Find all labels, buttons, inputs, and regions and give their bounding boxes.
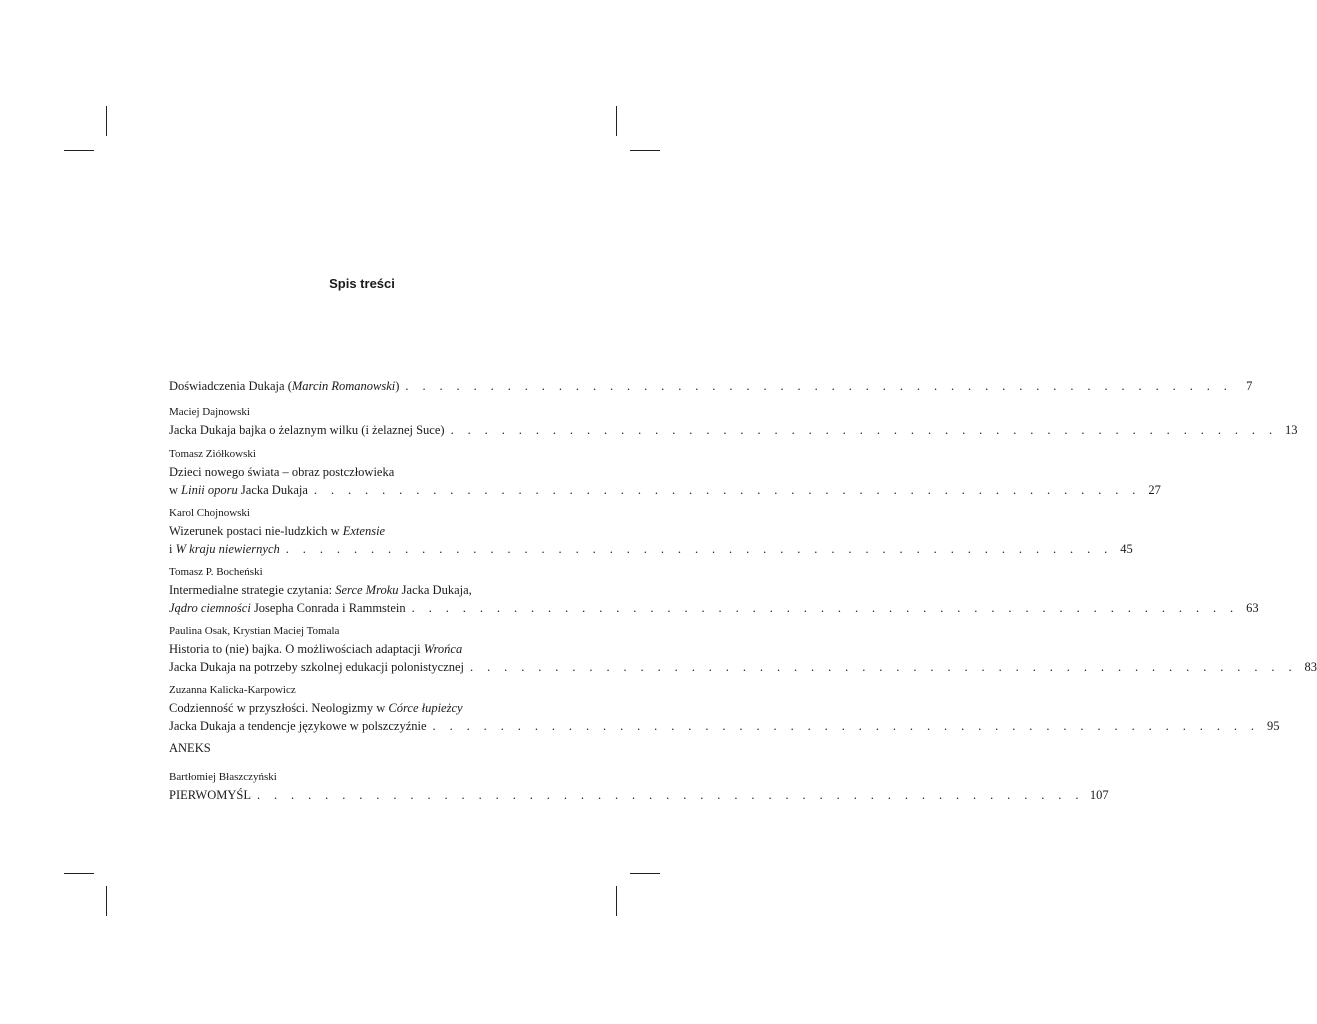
toc-entry-title: i W kraju niewiernych . . . . . . . . . . . . . . . . . . . . . . . . . . . . . . . . . . . . . . . . . . . . . . . . . 45	[169, 542, 1133, 556]
toc-entry-title-line: Intermedialne strategie czytania: Serce Mroku Jacka Dukaja,	[169, 583, 472, 597]
entry-author: Tomasz Ziółkowski	[169, 448, 256, 460]
toc-entry	[169, 405, 1298, 439]
crop-mark	[630, 150, 660, 151]
leader-dots: . . . . . . . . . . . . . . . . . . . . . . . . . . . . . . . . . . . . . . . . . . . . . . . . .	[256, 788, 1084, 802]
entry-author: Karol Chojnowski	[169, 507, 250, 519]
entry-author: Maciej Dajnowski	[169, 406, 250, 418]
leader-dots: . . . . . . . . . . . . . . . . . . . . . . . . . . . . . . . . . . . . . . . . . . . . . . . . .	[285, 542, 1113, 556]
toc-entry	[169, 683, 1280, 735]
toc-entry	[169, 565, 1259, 617]
toc-entry-title-line: Historia to (nie) bajka. O możliwościach adaptacji Wrońca	[169, 642, 463, 656]
page-number: 13	[1285, 423, 1298, 437]
crop-mark	[106, 106, 107, 136]
page-number: 27	[1148, 483, 1161, 497]
crop-mark	[616, 106, 617, 136]
page-number: 83	[1304, 660, 1317, 674]
leader-dots: . . . . . . . . . . . . . . . . . . . . . . . . . . . . . . . . . . . . . . . . . . . . . . . . .	[405, 379, 1233, 393]
entry-author: Tomasz P. Bocheński	[169, 566, 263, 578]
entry-author: Bartłomiej Błaszczyński	[169, 771, 277, 783]
crop-mark	[616, 886, 617, 916]
toc-entry-title-line: Codzienność w przyszłości. Neologizmy w Córce łupieżcy	[169, 701, 463, 715]
toc-entry-title: Doświadczenia Dukaja (Marcin Romanowski) . . . . . . . . . . . . . . . . . . . . . . . . . . . . . . . . . . . . . . . . . . . . . . . . . 7	[169, 379, 1253, 393]
crop-mark	[106, 886, 107, 916]
toc-entry	[169, 447, 1161, 499]
toc-entry-title: PIERWOMYŚL . . . . . . . . . . . . . . . . . . . . . . . . . . . . . . . . . . . . . . . . . . . . . . . . . 107	[169, 788, 1109, 802]
toc-entry-title: Jacka Dukaja na potrzeby szkolnej edukacji polonistycznej . . . . . . . . . . . . . . . . . . . . . . . . . . . . . . . . . . . . . . . . . . . . . . . . . 83	[169, 660, 1317, 674]
leader-dots: . . . . . . . . . . . . . . . . . . . . . . . . . . . . . . . . . . . . . . . . . . . . . . . . .	[470, 660, 1297, 674]
page-number: 95	[1266, 719, 1280, 733]
page-title: Spis treści	[329, 276, 395, 291]
toc-entry-title: Jądro ciemności Josepha Conrada i Rammstein . . . . . . . . . . . . . . . . . . . . . . . . . . . . . . . . . . . . . . . . . . . . . . . . . 63	[169, 601, 1259, 615]
crop-mark	[64, 873, 94, 874]
page-number: 7	[1246, 379, 1253, 393]
leader-dots: . . . . . . . . . . . . . . . . . . . . . . . . . . . . . . . . . . . . . . . . . . . . . . . . .	[313, 483, 1141, 497]
entry-author: Paulina Osak, Krystian Maciej Tomala	[169, 625, 340, 637]
leader-dots: . . . . . . . . . . . . . . . . . . . . . . . . . . . . . . . . . . . . . . . . . . . . . . . . .	[411, 601, 1239, 615]
entry-author: Zuzanna Kalicka-Karpowicz	[169, 684, 296, 696]
toc-entry	[169, 377, 1253, 395]
leader-dots: . . . . . . . . . . . . . . . . . . . . . . . . . . . . . . . . . . . . . . . . . . . . . . . . .	[432, 719, 1260, 733]
toc-entry	[169, 770, 1109, 804]
annex-heading	[169, 739, 555, 757]
toc-entry	[169, 624, 1317, 676]
toc-entry-title-line: Dzieci nowego świata – obraz postczłowieka	[169, 465, 395, 479]
leader-dots: . . . . . . . . . . . . . . . . . . . . . . . . . . . . . . . . . . . . . . . . . . . . . . . . .	[450, 423, 1278, 437]
toc-entry-title: Jacka Dukaja bajka o żelaznym wilku (i żelaznej Suce) . . . . . . . . . . . . . . . . . . . . . . . . . . . . . . . . . . . . . . . . . . . . . . . . . 13	[169, 423, 1298, 437]
toc-entry-title-line: Wizerunek postaci nie-ludzkich w Extensie	[169, 524, 386, 538]
toc-entry	[169, 506, 1133, 558]
page-number: 107	[1089, 788, 1109, 802]
crop-mark	[630, 873, 660, 874]
toc-entry-title: w Linii oporu Jacka Dukaja . . . . . . . . . . . . . . . . . . . . . . . . . . . . . . . . . . . . . . . . . . . . . . . . . 27	[169, 483, 1161, 497]
toc-entry-title: Jacka Dukaja a tendencje językowe w polszczyźnie . . . . . . . . . . . . . . . . . . . . . . . . . . . . . . . . . . . . . . . . . . . . . . . . . 95	[169, 719, 1280, 733]
page-number: 63	[1246, 601, 1259, 615]
page-number: 45	[1120, 542, 1133, 556]
crop-mark	[64, 150, 94, 151]
annex-heading-text: ANEKS	[169, 741, 211, 755]
